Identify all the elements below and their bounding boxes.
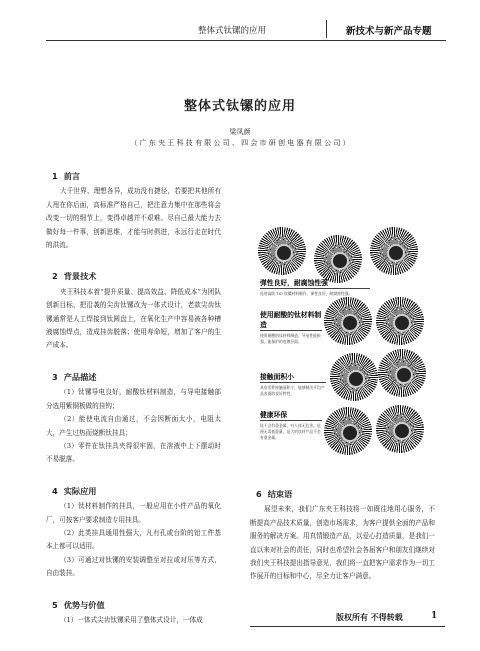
titanium-disc-image — [314, 235, 362, 283]
titanium-disc-image — [378, 349, 426, 397]
titanium-disc-image — [376, 297, 424, 345]
titanium-disc-image — [370, 227, 418, 275]
titanium-disc-image — [324, 407, 372, 455]
section-heading: 1 前言 — [52, 171, 81, 181]
paragraph: （2）能使电流自由通过，不会因断面太小，电阻太大，产生过热而烧断钛挂具； — [46, 415, 221, 437]
author: 梁凤颜 — [229, 128, 251, 136]
paragraph: 夹王科技本着“提升质量、提高效益、降低成本”为团队创新目标，把沿袭的尖齿钛镙改为一体式设计，老款尖齿钛镙通常是人工焊接到钛圆盘上，在氧化生产中容易被各种槽液腐蚀焊点，造成挂齿脱落；使用寿命短，增加了客户的生产成本。 — [46, 287, 221, 350]
footer-rule — [250, 626, 445, 627]
paragraph: （2）此类挂具通用性强大，凡有孔或台阶的铝工件基本上都可以适用。 — [46, 528, 221, 551]
paragraph: （1）钛镙导电良好，耐酸钛材料制造，与导电接触部分选用紫铜板做的挂钩； — [46, 388, 221, 410]
header-right: 新技术与新产品专题 — [346, 26, 432, 37]
section-heading: 5 优势与价值 — [52, 599, 105, 610]
figure-caption: 使用耐酸的钛材料制造 使用耐酸的钛材料制造，导电性能极强，能保护的电镀层面。 — [260, 311, 322, 344]
section-heading: 4 实际应用 — [52, 485, 97, 496]
product-figure — [258, 225, 428, 470]
left-column — [46, 160, 221, 627]
paragraph: （3）可通过对钛镙的安装调整至对拉或对压等方式，自由装挂。 — [46, 555, 221, 578]
header-left: 整体式钛镙的应用 — [198, 26, 267, 36]
titanium-disc-image — [330, 353, 378, 401]
right-column-bottom — [250, 478, 435, 584]
figure-caption: 接触面积小 具有零件接触面积小，能够制出平均产品表面的良好特性。 — [260, 373, 325, 396]
footer-copyright: 版权所有 不得转载 — [336, 612, 403, 622]
paragraph: （3）零件在钛挂具夹得很牢固，在溶液中上下摆动时不易脱落。 — [46, 441, 221, 464]
section-heading: 6 结束语 — [256, 489, 293, 499]
titanium-disc-image — [376, 405, 424, 453]
paragraph: （1）一体式尖齿钛镙采用了整体式设计，一体成 — [60, 615, 203, 624]
figure-caption: 弹性良好，耐腐蚀性强 选用高防 TiO 钛镙材料制作，弹性良好，耐腐蚀性强。 — [260, 277, 370, 297]
figure-caption: 健康环保 钛不含有重金属，对人体无危害，轻便无毒低重量，是大的钛材产品不会有重金属。 — [260, 411, 321, 440]
paragraph: （1）钛材料制作的挂具，一般应用在小件产品的氧化厂，可按客户要求制造专用挂具。 — [46, 502, 221, 524]
section-heading: 3 产品描述 — [52, 371, 97, 382]
header-rule — [46, 40, 446, 41]
paragraph: 展望未来，我们广东夹王科技将一如既往地用心服务，不断提高产品技术质量，创造市场需求，为客户提供全面的产品和服务的解决方案。用真情锻造产品，以爱心打造质量，是我们一直以来对社会的责任，同时也希望社会各届客户和朋友们继续对我们夹王科技提出指导意见，我们将一直把客户需求作为一切工作展开的目标和中心，尽全力让客户满意。 — [250, 505, 435, 581]
header-separator — [326, 20, 327, 38]
page-number: 1 — [431, 611, 438, 621]
paragraph: 大千世界、理想各异，成功没有捷径，若要把其他所有人甩在你后面，高标准严格自己，把注意力集中在那些将会改变一切的细节上，变得卓越并不艰难。尽自己最大能力去做好每一件事，创新思维，才能与时俱进，永远行走在时代的洪流。 — [46, 187, 221, 250]
running-header — [0, 18, 480, 52]
affiliation: （ 广 东 夹 王 科 技 有 限 公 司 、 四 会 市 研 创 电 器 有 限 公 司 ） — [130, 139, 350, 147]
article-title: 整体式钛镙的应用 — [183, 99, 296, 114]
section-heading: 2 背景技术 — [52, 271, 97, 282]
titanium-disc-image — [258, 227, 306, 275]
titanium-disc-image — [324, 297, 372, 345]
